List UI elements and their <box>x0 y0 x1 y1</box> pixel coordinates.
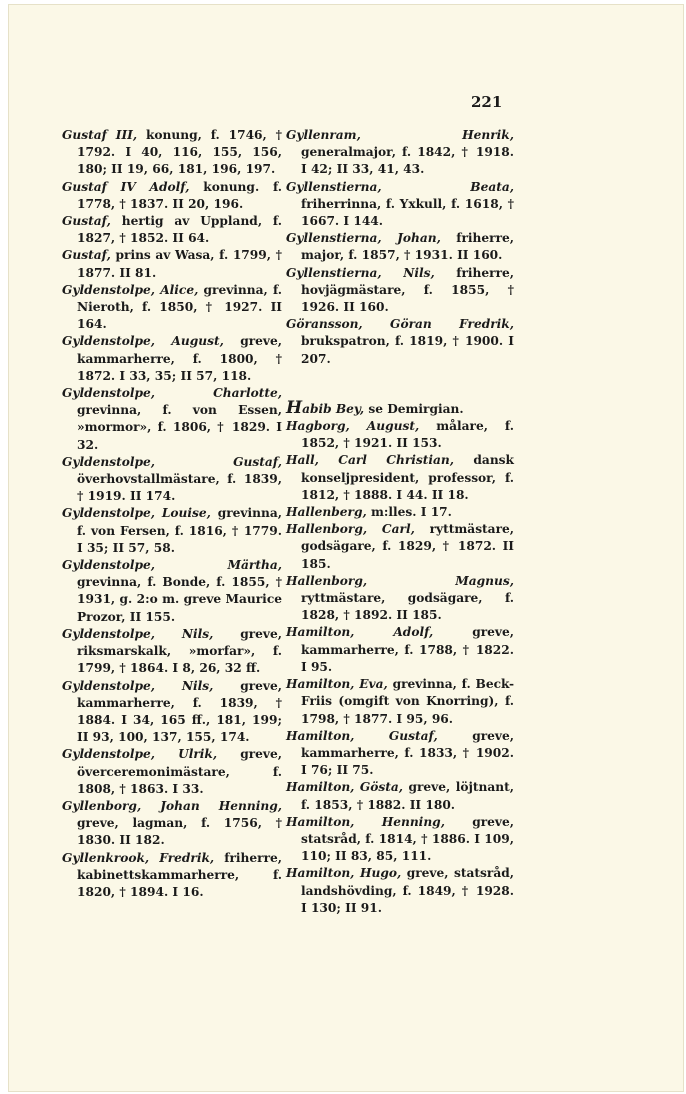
entry-details: greve, löjtnant, f. 1853, † 1882. II 180. <box>301 780 514 812</box>
entry-details: greve, lagman, f. 1756, † 1830. II 182. <box>77 816 282 848</box>
entry-details: överhovstallmästare, f. 1839, † 1919. II 174. <box>77 472 282 504</box>
entry-name: Gustaf IV Adolf, <box>62 179 190 194</box>
index-entry <box>286 676 514 728</box>
entry-name: Gyllenkrook, Fredrik, <box>62 850 215 865</box>
index-entry <box>62 746 282 798</box>
entry-name: Gustaf, <box>62 248 111 263</box>
index-entry <box>62 333 282 385</box>
index-entry <box>62 678 282 747</box>
entry-name: Gyllenstierna, Johan, <box>286 231 441 246</box>
entry-name: Gyldenstolpe, Märtha, <box>62 558 282 573</box>
entry-name: Gyldenstolpe, Ulrik, <box>62 747 218 762</box>
entry-details: greve, kammarherre, f. 1800, † 1872. I 33, 35; II 57, 118. <box>77 334 282 383</box>
index-entry <box>62 626 282 678</box>
entry-details: generalmajor, f. 1842, † 1918. I 42; II 33, 41, 43. <box>301 145 514 177</box>
entry-name: Gyldenstolpe, Nils, <box>62 678 214 693</box>
entry-name: Gustaf III, <box>62 128 138 142</box>
entry-details: grevinna, f. Beck-Friis (omgift von Knorring), f. 1798, † 1877. I 95, 96. <box>301 677 514 726</box>
index-column-left <box>62 127 282 901</box>
entry-details: greve, riksmarskalk, »morfar», f. 1799, † 1864. I 8, 26, 32 ff. <box>77 626 282 676</box>
entry-name: Gyllenborg, Johan Henning, <box>62 798 282 813</box>
entry-name: Hamilton, Eva, <box>286 677 388 692</box>
index-entry <box>62 247 282 281</box>
entry-name: Hagborg, August, <box>286 419 420 434</box>
entry-name: Hamilton, Adolf, <box>286 625 434 640</box>
entry-name: Gustaf, <box>62 214 111 229</box>
entry-details: konung. f. 1778, † 1837. II 20, 196. <box>77 179 282 211</box>
index-column-right <box>286 127 514 917</box>
index-entry <box>286 504 514 521</box>
entry-details: dansk konseljpresident, professor, f. 1812, † 1888. I 44. II 18. <box>301 453 514 502</box>
index-entry <box>286 265 514 317</box>
entry-details: brukspatron, f. 1819, † 1900. I 207. <box>301 334 514 366</box>
entry-details: grevinna, f. Nieroth, f. 1850, † 1927. II 164. <box>77 282 283 332</box>
index-entry <box>286 728 514 780</box>
index-entry <box>286 624 514 676</box>
entry-details: se Demirgian. <box>364 401 464 416</box>
entry-name: Hamilton, Gustaf, <box>286 728 438 743</box>
entry-details: greve, statsråd, f. 1814, † 1886. I 109, 110; II 83, 85, 111. <box>301 814 514 864</box>
entry-details: ryttmästare, godsägare, f. 1829, † 1872. II 185. <box>301 522 514 571</box>
entry-details: målare, f. 1852, † 1921. II 153. <box>301 419 514 451</box>
index-entry <box>62 505 282 557</box>
entry-name: Hallenberg, <box>286 505 367 520</box>
index-entry <box>62 850 282 902</box>
index-entry <box>62 213 282 247</box>
index-entry <box>286 179 514 231</box>
index-entry <box>62 454 282 506</box>
entry-details: prins av Wasa, f. 1799, † 1877. II 81. <box>77 248 282 280</box>
entry-name: Gyldenstolpe, Alice, <box>62 282 199 297</box>
page-number: 221 <box>471 93 503 111</box>
entry-name: Gyllenram, Henrik, <box>286 128 514 142</box>
entry-dropcap: H <box>286 397 303 418</box>
entry-details: friherre, major, f. 1857, † 1931. II 160. <box>301 231 514 263</box>
entry-name: Gyllenstierna, Beata, <box>286 179 514 194</box>
entry-name: Hamilton, Henning, <box>286 814 445 829</box>
entry-name: Gyldenstolpe, August, <box>62 334 224 349</box>
entry-details: greve, statsråd, landshövding, f. 1849, † 1928. I 130; II 91. <box>301 866 514 915</box>
entry-details: friherrinna, f. Yxkull, f. 1618, † 1667. I 144. <box>301 196 514 229</box>
entry-name: Hallenborg, Carl, <box>286 522 415 537</box>
index-entry <box>286 865 514 917</box>
entry-details: friherre, hovjägmästare, f. 1855, † 1926. II 160. <box>301 265 514 315</box>
index-entry <box>286 418 514 452</box>
entry-name: Gyldenstolpe, Charlotte, <box>62 386 282 401</box>
entry-details: greve, kammarherre, f. 1788, † 1822. I 95. <box>301 625 514 674</box>
entry-details: greve, kammarherre, f. 1839, † 1884. I 34, 165 ff., 181, 199; II 93, 100, 137, 155, 174. <box>77 678 282 745</box>
entry-name: Göransson, Göran Fredrik, <box>286 317 514 332</box>
entry-details: friherre, kabinettskammarherre, f. 1820, † 1894. I 16. <box>77 850 282 899</box>
entry-name: Gyllenstierna, Nils, <box>286 265 435 280</box>
entry-name: Hall, Carl Christian, <box>286 453 455 468</box>
index-entry <box>286 814 514 866</box>
index-entry <box>286 127 514 179</box>
entry-name: Hamilton, Gösta, <box>286 780 404 795</box>
entry-details: hertig av Uppland, f. 1827, † 1852. II 64. <box>77 214 282 246</box>
entry-name: Hamilton, Hugo, <box>286 866 402 881</box>
entry-name: Gyldenstolpe, Louise, <box>62 506 211 521</box>
index-entry <box>62 385 282 454</box>
index-entry <box>62 179 282 213</box>
entry-details: konung, f. 1746, † 1792. I 40, 116, 155, 156, 180; II 19, 66, 181, 196, 197. <box>77 128 282 177</box>
entry-details: grevinna, f. von Essen, »mormor», f. 1806, † 1829. I 32. <box>77 403 282 452</box>
index-entry <box>286 397 514 418</box>
entry-name: abib Bey, <box>302 401 365 416</box>
index-entry <box>62 557 282 626</box>
entry-details: grevinna, f. von Fersen, f. 1816, † 1779. I 35; II 57, 58. <box>77 506 282 555</box>
index-entry <box>286 521 514 573</box>
entry-name: Gyldenstolpe, Nils, <box>62 626 214 641</box>
entry-name: Gyldenstolpe, Gustaf, <box>62 454 282 469</box>
entry-details: ryttmästare, godsägare, f. 1828, † 1892. II 185. <box>301 591 514 623</box>
index-entry <box>286 573 514 625</box>
book-page <box>8 4 684 1092</box>
index-entry <box>286 452 514 504</box>
entry-name: Hallenborg, Magnus, <box>286 573 514 588</box>
index-entry <box>62 282 282 334</box>
index-entry <box>286 230 514 264</box>
entry-details: greve, överceremonimästare, f. 1808, † 1863. I 33. <box>77 747 282 796</box>
index-entry <box>286 316 514 368</box>
entry-details: grevinna, f. Bonde, f. 1855, † 1931, g. 2:o m. greve Maurice Prozor, II 155. <box>77 575 282 624</box>
entry-details: greve, kammarherre, f. 1833, † 1902. I 76; II 75. <box>301 728 514 778</box>
index-entry <box>286 779 514 813</box>
index-entry <box>62 127 282 179</box>
index-entry <box>62 798 282 850</box>
entry-details: m:lles. I 17. <box>366 505 452 520</box>
